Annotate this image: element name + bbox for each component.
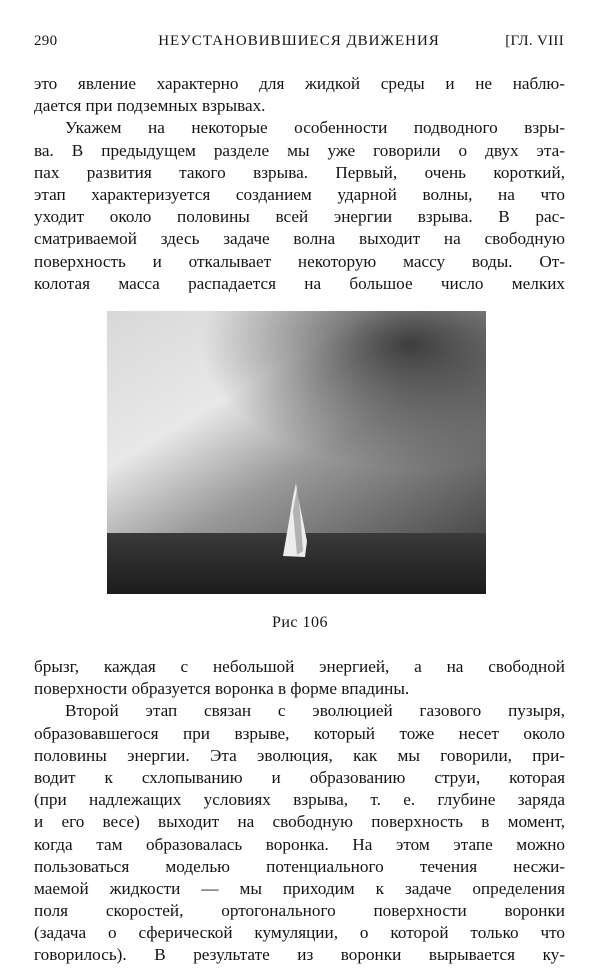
text-line: (задача о сферической кумуляции, о которой только что — [34, 923, 565, 943]
text-line: этап характеризуется созданием ударной волны, на что — [34, 184, 565, 204]
text-line: поверхность и откалывает некоторую массу воды. От- — [34, 251, 565, 271]
page-number: 290 — [34, 33, 58, 49]
text-line: половины энергии. Эта эволюция, как мы говорили, при- — [34, 745, 565, 765]
explosion-photo — [107, 311, 486, 594]
text-line: брызг, каждая с небольшой энергией, а на свободной — [34, 657, 565, 676]
text-line: водит к схлопыванию и образованию струи, которая — [34, 767, 565, 787]
chapter-label: [ГЛ. VIII — [505, 33, 564, 49]
text-line: пах развития такого взрыва. Первый, очень короткий, — [34, 162, 565, 182]
text-block-bottom — [34, 656, 565, 967]
text-line: это явление характерно для жидкой среды и не наблю- — [34, 74, 565, 93]
text-line: маемой жидкости — мы приходим к задаче определения — [34, 878, 565, 898]
photo-graphic — [107, 311, 486, 594]
running-title: НЕУСТАНОВИВШИЕСЯ ДВИЖЕНИЯ — [158, 33, 440, 49]
text-line: ва. В предыдущем разделе мы уже говорили о двух эта- — [34, 140, 565, 160]
text-line: говорилось). В результате из воронки вырывается ку- — [34, 945, 565, 965]
text-line: когда там образовалась воронка. На этом этапе можно — [34, 834, 565, 854]
text-line: поля скоростей, ортогонального поверхности воронки — [34, 901, 565, 921]
text-line: сматриваемой здесь задаче волна выходит на свободную — [34, 229, 565, 249]
text-block-top — [34, 73, 565, 295]
text-line: колотая масса распадается на большое число мелких — [34, 273, 565, 293]
text-line: пользоваться моделью потенциального течения несжи- — [34, 856, 565, 876]
running-header — [34, 33, 564, 55]
text-line: и его весе) выходит на свободную поверхность в момент, — [34, 812, 565, 832]
text-line: Укажем на некоторые особенности подводного взры- — [65, 118, 565, 138]
text-line: дается при подземных взрывах. — [34, 96, 266, 116]
figure-caption: Рис 106 — [271, 614, 329, 631]
text-line: Второй этап связан с эволюцией газового пузыря, — [65, 701, 565, 721]
text-line: образовавшегося при взрыве, который тоже несет около — [34, 723, 565, 743]
text-line: уходит около половины всей энергии взрыва. В рас- — [34, 207, 565, 227]
text-line: поверхности образуется воронка в форме впадины. — [34, 679, 410, 699]
text-line: (при надлежащих условиях взрыва, т. е. глубине заряда — [34, 790, 565, 810]
